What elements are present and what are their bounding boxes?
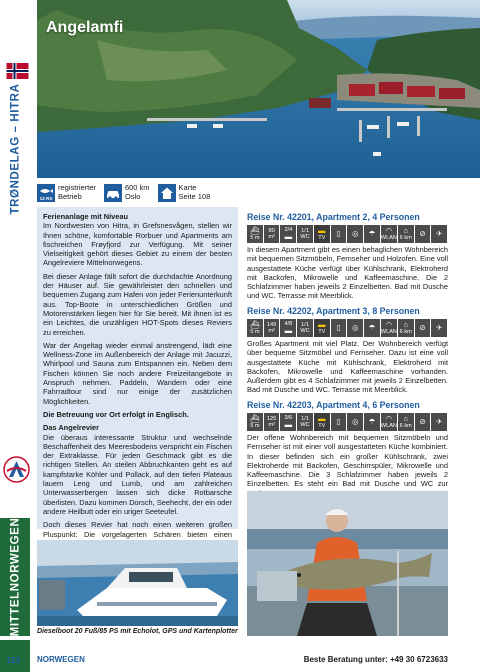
region-top-text: TRØNDELAG – HITRA (9, 83, 22, 215)
description-box (37, 207, 238, 539)
wlan-icon: ◠ WLAN (381, 413, 397, 431)
fridge-icon: ▯ (331, 413, 347, 431)
german-tv-icon: ▬ TV (314, 225, 330, 243)
offer-description: In diesem Apartment gibt es einen behaglichen Wohnbereich mit bequemen Sitzmöbeln, Fernseher und Holzofen. Eine voll ausgestattete Küche verfügt über Kühlschrank, Elektroherd mit Backofen, Mikrowelle und Kaffeemaschine. Die 2 Schlafzimmer haben jeweils 2 Einzelbetten. Bad mit Dusche und WC. Terrasse mit Meerblick. (247, 245, 448, 301)
hero-title: Angelamfi (46, 19, 124, 36)
paragraph-layout: Bei dieser Anlage fällt sofort die durchdachte Anordnung der Häuser auf. Sie gewährleistet den schnellen und bequemen Zugang zum Hafen von jeder Ferienunterkunft aus. Top-Boote in unterschiedlichen Größen und Motorenstärken liegen hier für Sie bereit. Mit ihnen ist es ein Leichtes, die unzähligen HOT-Spots dieses Reviers zu erreichen. (43, 271, 232, 337)
offer-description: Der offene Wohnbereich mit bequemen Sitzmöbeln und Fernseher ist mit einer voll ausgestatteten Küche kombiniert. In dieser befinden sich ein großer Kühlschrank, zwei Elektroherde mit Backofen, Geschirrspüler, Mikrowelle und Kaffeemaschine. Die 3 Schlafzimmer haben jeweils 2 Einzelbetten. Es steht ein Bad mit Dusche und WC zur (247, 433, 448, 489)
angler-photo (247, 491, 448, 636)
german-tv-icon: ▬ TV (314, 413, 330, 431)
info-registered-line1: registrierter (58, 183, 96, 192)
offer-title: Reise Nr. 42201, Apartment 2, 4 Personen (247, 212, 420, 222)
washer-icon: ◎ (347, 319, 363, 337)
fridge-icon: ▯ (331, 225, 347, 243)
area-icon: 80 m² (264, 225, 280, 243)
distance-icon: ⌂ 6 km (398, 225, 414, 243)
amenity-icons (247, 225, 448, 243)
amenity-icons (247, 319, 448, 337)
boat-photo (37, 540, 238, 626)
shower-icon: ☂ (364, 225, 380, 243)
bed-icon: 2/4 ▬ (280, 225, 296, 243)
washer-icon: ◎ (347, 413, 363, 431)
heading-fishing-area: Das Angelrevier (43, 423, 100, 433)
info-bar (37, 180, 238, 205)
bath-wc-icon: 1/1 WC (297, 319, 313, 337)
info-map-line1: Karte (178, 183, 197, 192)
german-tv-icon: ▬ TV (314, 319, 330, 337)
house-map-icon (158, 184, 176, 202)
offer-description: Großes Apartment mit viel Platz. Der Wohnbereich verfügt über bequeme Sitzmöbel und Fernseher. Dazu ist eine voll ausgestattete Küche mit Kühlschrank, Elektroherd mit Backofen, Mikrowelle und Kaffeemaschine vorhanden. Außerdem gibt es 4 Schlafzimmer mit jeweils 2 Einzelbetten. Bad mit Dusche und WC. Terrasse mit Meerblick. (247, 339, 448, 395)
footer-brand: NORWEGEN (37, 655, 85, 664)
boat-caption: Dieselboot 20 Fuß/85 PS mit Echolot, GPS und Kartenplotter (37, 628, 238, 635)
sidebar (0, 0, 30, 672)
paragraph-wellness: War der Angeltag wieder einmal anstrengend, lädt eine Wellness-Zone im Außenbereich der Anlage mit Jacuzzi, Whirlpool und Sauna zum Entspannen ein. Neben dem Fischen können Sie noch andere Freizeitangebote in Anspruch nehmen. Paddeln, Wandern oder eine Fahrradtour sind nur einige der zusätzlichen Möglichkeiten. (43, 340, 232, 406)
grill-icon: ✈ (431, 225, 447, 243)
offer-apartment-2 (247, 212, 448, 301)
distance-icon: ⌂ 6 km (398, 413, 414, 431)
footer-contact: Beste Beratung unter: +49 30 6723633 (303, 655, 448, 664)
no-pets-icon: ⊘ (415, 225, 431, 243)
boat-image (37, 540, 238, 626)
info-registered (37, 184, 96, 202)
paragraph-language: Die Betreuung vor Ort erfolgt in Englisch. (43, 409, 189, 419)
info-map-text (179, 184, 211, 201)
shower-icon: ☂ (364, 319, 380, 337)
info-map-line2: Seite 108 (178, 191, 211, 201)
bed-icon: 3/6 ▬ (280, 413, 296, 431)
fish-id-icon (37, 184, 55, 202)
boat-length-icon: ⛴ 5 m (247, 319, 263, 337)
paragraph-intro: Im Nordwesten von Hitra, in Grefsnesvågen, stellen wir Ihnen schöne, komfortable Rorbuer und Apartments am fischreichen Frøyfjord zur Verfügung. Mit seiner Vielseitigkeit gehört dieses Gebiet zu einem der besten Angelreviere Mittelnorwegens. (43, 221, 232, 268)
info-registered-line2: Betrieb (58, 191, 82, 201)
amenity-icons (247, 413, 448, 431)
bath-wc-icon: 1/1 WC (297, 225, 313, 243)
region-label-bottom (0, 517, 30, 637)
no-pets-icon: ⊘ (415, 413, 431, 431)
info-distance-line1: 600 km (124, 183, 150, 192)
info-registered-text (58, 184, 96, 201)
region-label-top (2, 83, 28, 215)
paragraph-fishing: Die überaus interessante Struktur und wechselnde Beschaffenheit des Meeresbodens verspricht ein Fischen der Extraklasse. Für jeden Geschmack gibt es die richtigen Stellen. An steilen Abbruchkanten geht es auf kampfstarke Köhler und Pollack, auf den tiefen Plateaus lauern Leng und Lumb, und am zahlreichen Unterwasserbergen lassen sich dicke Rotbarsche überlisten. Dazu kommen Dorsch, Seehecht, der ein oder andere Heilbutt oder ein uriger Seeteufel. (43, 432, 232, 516)
page-footer (0, 650, 480, 672)
registered-badge: 13 RS (39, 195, 53, 201)
washer-icon: ◎ (347, 225, 363, 243)
wlan-icon: ◠ WLAN (381, 319, 397, 337)
page-number: 122 (6, 655, 21, 665)
info-distance-text (125, 184, 150, 201)
distance-icon: ⌂ 6 km (398, 319, 414, 337)
shower-icon: ☂ (364, 413, 380, 431)
offer-title: Reise Nr. 42202, Apartment 3, 8 Personen (247, 306, 420, 316)
info-distance (104, 184, 150, 202)
paragraph-shelter: Doch dieses Revier hat noch einen weiteren großen Pluspunkt: Die vorgelagerten Schären bieten einen (43, 520, 232, 539)
no-pets-icon: ⊘ (415, 319, 431, 337)
region-bottom-text: MITTELNORWEGEN (9, 517, 21, 637)
grill-icon: ✈ (431, 319, 447, 337)
norway-flag-icon (5, 63, 30, 79)
fridge-icon: ▯ (331, 319, 347, 337)
bath-wc-icon: 1/1 WC (297, 413, 313, 431)
area-icon: 125 m² (264, 413, 280, 431)
info-map (158, 184, 211, 202)
offer-apartment-4 (247, 400, 448, 498)
wlan-icon: ◠ WLAN (381, 225, 397, 243)
car-icon (104, 184, 122, 202)
angler-with-fish-image (247, 491, 448, 636)
offer-apartment-3 (247, 306, 448, 395)
boat-length-icon: ⛴ 5 m (247, 413, 263, 431)
offer-title: Reise Nr. 42203, Apartment 4, 6 Personen (247, 400, 420, 410)
area-icon: 149 m² (264, 319, 280, 337)
heading-holiday-complex: Ferienanlage mit Niveau (43, 212, 129, 221)
info-distance-line2: Oslo (124, 191, 141, 201)
angelreisen-logo-icon (3, 456, 30, 483)
bed-icon: 4/8 ▬ (280, 319, 296, 337)
grill-icon: ✈ (431, 413, 447, 431)
boat-length-icon: ⛴ 5 m (247, 225, 263, 243)
